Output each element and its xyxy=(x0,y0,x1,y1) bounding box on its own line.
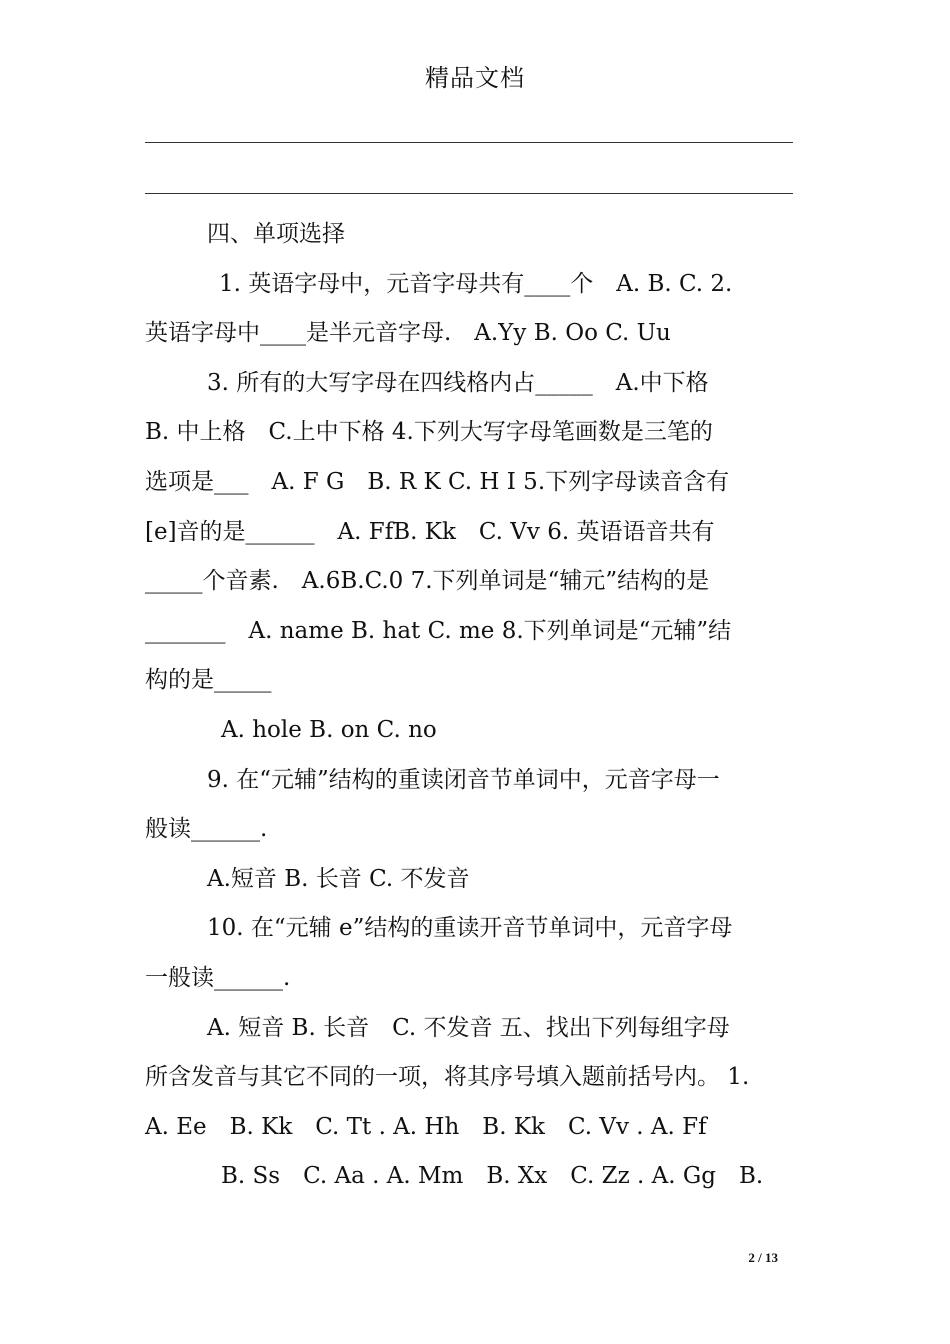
body-line: B. Ss C. Aa . A. Mm B. Xx C. Zz . A. Gg B. xyxy=(221,1163,764,1190)
header-rule-top xyxy=(145,142,793,143)
body-line: 构的是_____ xyxy=(145,667,272,694)
section-title: 四、单项选择 xyxy=(207,221,345,247)
body-line: 所含发音与其它不同的一项，将其序号填入题前括号内。 1. xyxy=(145,1064,750,1091)
body-line: A. Ee B. Kk C. Tt . A. Hh B. Kk C. Vv . A. Ff xyxy=(145,1113,707,1140)
body-line: 选项是___ A. F G B. R K C. H I 5.下列字母读音含有 xyxy=(145,468,730,495)
header-rule-bottom xyxy=(145,193,793,194)
page-header-title: 精品文档 xyxy=(425,64,525,92)
body-line: _____个音素. A.6B.C.0 7.下列单词是“辅元”结构的是 xyxy=(145,568,710,595)
body-line: 10. 在“元辅 e”结构的重读开音节单词中，元音字母 xyxy=(207,915,733,942)
body-line: A.短音 B. 长音 C. 不发音 xyxy=(207,865,470,892)
body-line: 般读______. xyxy=(145,816,268,843)
body-line: A. hole B. on C. no xyxy=(221,716,437,743)
body-line: [e]音的是______ A. FfB. Kk C. Vv 6. 英语语音共有 xyxy=(145,518,715,545)
body-line: 一般读______. xyxy=(145,964,291,991)
page-number: 2 / 13 xyxy=(748,1250,778,1265)
body-line: _______ A. name B. hat C. me 8.下列单词是“元辅”结 xyxy=(145,617,732,644)
body-line: B. 中上格 C.上中下格 4.下列大写字母笔画数是三笔的 xyxy=(145,419,713,446)
body-line: 9. 在“元辅”结构的重读闭音节单词中，元音字母一 xyxy=(207,766,720,793)
body-line: 3. 所有的大写字母在四线格内占_____ A.中下格 xyxy=(207,369,709,396)
body-line: 1. 英语字母中，元音字母共有____个 A. B. C. 2. xyxy=(219,270,733,297)
body-line: A. 短音 B. 长音 C. 不发音 五、找出下列每组字母 xyxy=(207,1014,730,1041)
body-line: 英语字母中____是半元音字母. A.Yy B. Oo C. Uu xyxy=(145,320,671,347)
document-body xyxy=(145,210,805,1202)
